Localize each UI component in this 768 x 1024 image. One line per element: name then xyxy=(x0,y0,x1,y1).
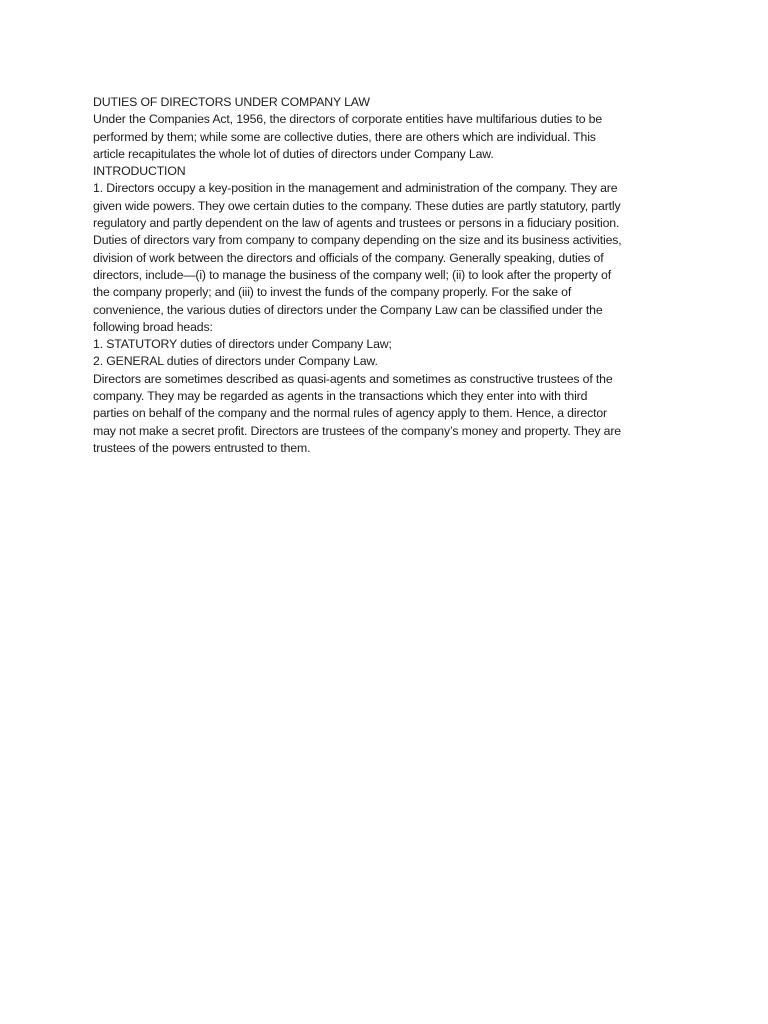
body-paragraph-line: Duties of directors vary from company to company depending on the size and its business activities, xyxy=(93,233,622,248)
closing-paragraph-line: company. They may be regarded as agents in the transactions which they enter into with third xyxy=(93,389,588,404)
intro-paragraph-line: Under the Companies Act, 1956, the directors of corporate entities have multifarious duties to be xyxy=(93,112,603,127)
body-paragraph-line: the company properly; and (iii) to invest the funds of the company properly. For the sake of xyxy=(93,285,572,300)
intro-paragraph-line: performed by them; while some are collective duties, there are others which are individual. This xyxy=(93,129,596,144)
body-paragraph-line: given wide powers. They owe certain duties to the company. These duties are partly statutory, partly xyxy=(93,198,621,213)
list-item-statutory: 1. STATUTORY duties of directors under Company Law; xyxy=(93,337,392,352)
list-item-general: 2. GENERAL duties of directors under Company Law. xyxy=(93,354,378,369)
document-title: DUTIES OF DIRECTORS UNDER COMPANY LAW xyxy=(93,95,370,109)
body-paragraph-line: following broad heads: xyxy=(93,319,213,334)
body-paragraph-line: regulatory and partly dependent on the law of agents and trustees or persons in a fiduciary position. xyxy=(93,216,620,231)
body-paragraph-line: convenience, the various duties of directors under the Company Law can be classified under the xyxy=(93,302,603,317)
closing-paragraph-line: may not make a secret profit. Directors are trustees of the company’s money and property. They are xyxy=(93,423,621,438)
intro-paragraph-line: article recapitulates the whole lot of duties of directors under Company Law. xyxy=(93,146,494,161)
section-heading-introduction: INTRODUCTION xyxy=(93,164,186,179)
document-body xyxy=(93,94,693,457)
closing-paragraph-line: parties on behalf of the company and the normal rules of agency apply to them. Hence, a director xyxy=(93,406,607,421)
body-paragraph-line: division of work between the directors and officials of the company. Generally speaking, duties of xyxy=(93,250,604,265)
closing-paragraph-line: Directors are sometimes described as quasi-agents and sometimes as constructive trustees of the xyxy=(93,371,613,386)
body-paragraph-line: directors, include—(i) to manage the business of the company well; (ii) to look after the property of xyxy=(93,267,611,282)
body-paragraph-line: 1. Directors occupy a key-position in the management and administration of the company. They are xyxy=(93,181,618,196)
closing-paragraph-line: trustees of the powers entrusted to them. xyxy=(93,440,311,455)
